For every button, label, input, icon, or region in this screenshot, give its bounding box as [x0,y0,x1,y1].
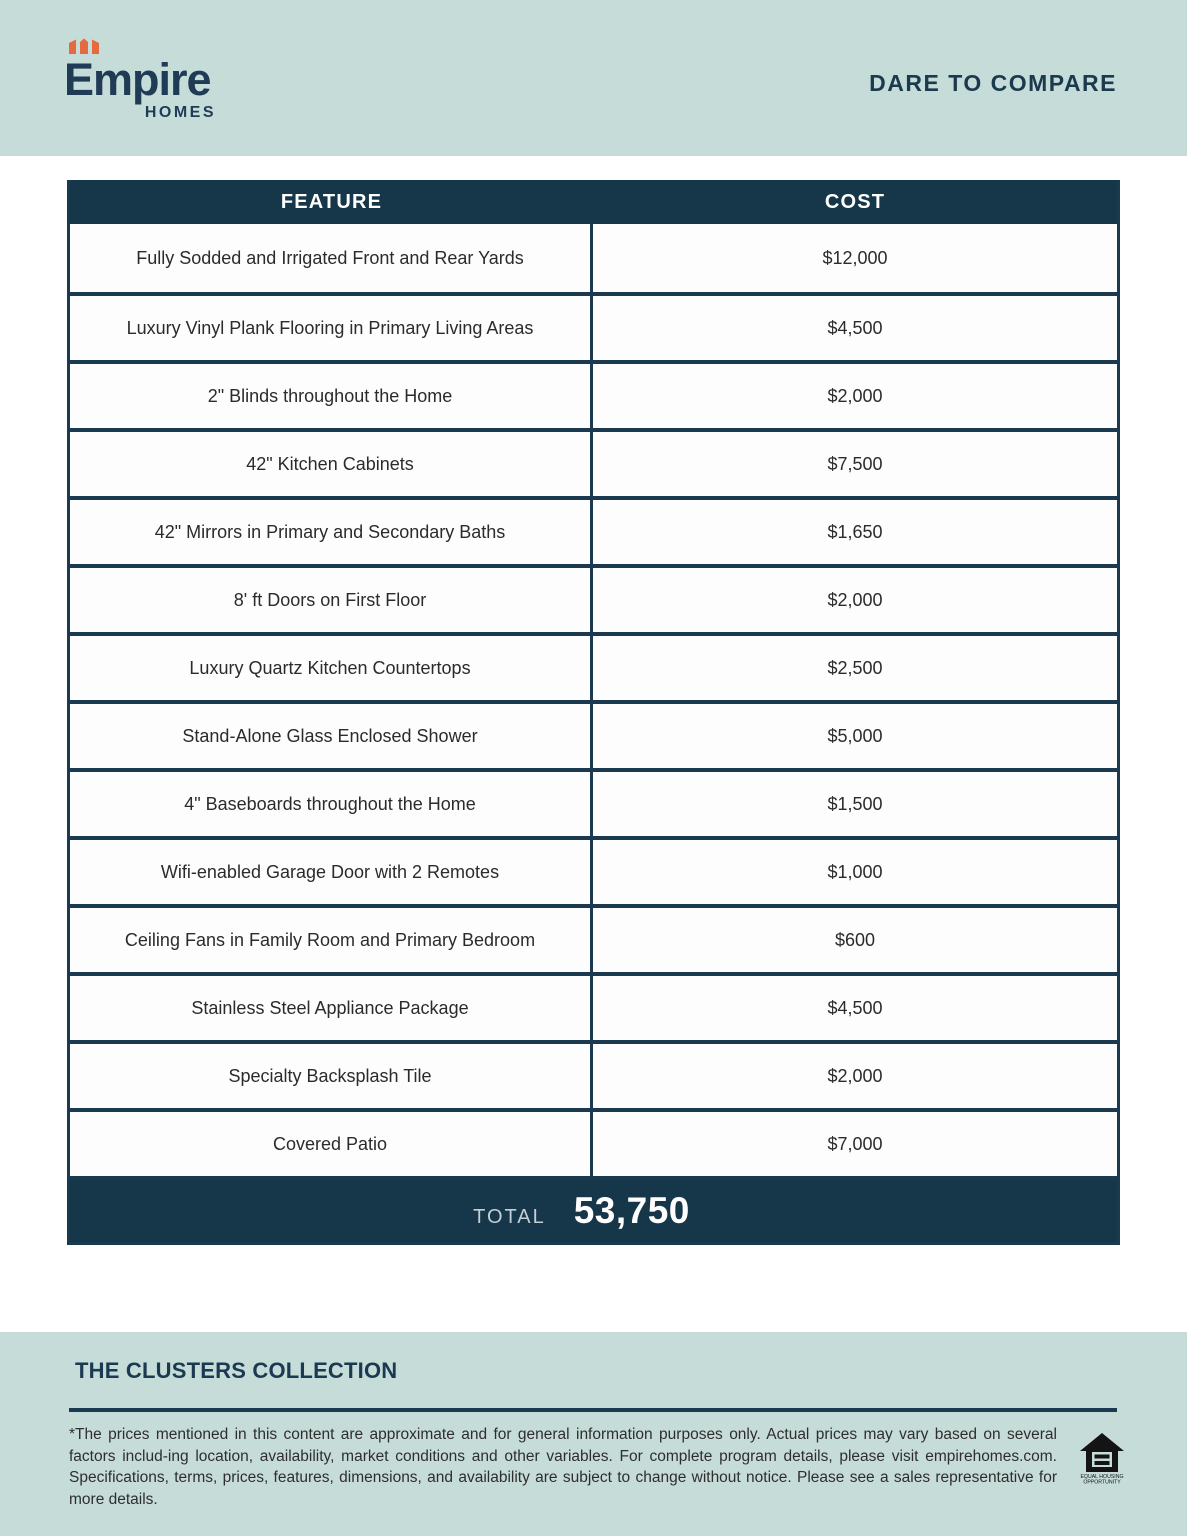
column-header-feature: FEATURE [280,190,383,213]
total-value: 53,750 [573,1190,690,1231]
cost-cell: $2,500 [827,657,883,678]
total-row [70,1176,1117,1242]
table-header-row [70,180,1117,224]
cost-cell: $1,650 [827,521,883,542]
table-row [70,632,1117,700]
table-row [70,972,1117,1040]
feature-cell: Covered Patio [70,1112,593,1176]
dare-to-compare-tagline: DARE TO COMPARE [869,70,1117,96]
table-row [70,700,1117,768]
crown-icon [68,38,100,55]
logo-brand-text: Empire [64,54,211,105]
logo-sub-text: HOMES [144,103,216,121]
feature-cell: Wifi-enabled Garage Door with 2 Remotes [70,840,593,904]
feature-cell: 2" Blinds throughout the Home [70,364,593,428]
cost-cell: $1,000 [827,861,883,882]
top-banner [0,0,1187,156]
feature-cell: Specialty Backsplash Tile [70,1044,593,1108]
table-row [70,1108,1117,1176]
table-row [70,564,1117,632]
cost-cell: $600 [834,929,876,950]
comparison-table [67,180,1120,1245]
disclaimer-text: *The prices mentioned in this content are approximate and for general information purposes only. Actual prices may vary based on several factors includ-ing location, availability, market conditions and other variables. For complete program details, please visit empirehomes.com. Specifications, terms, prices, features, dimensions, and availability are subject to change without notice. Please see a sales representative for more details. [69,1426,1057,1508]
cost-cell: $12,000 [822,247,888,268]
table-row [70,428,1117,496]
cost-cell: $7,000 [827,1133,883,1154]
empire-homes-logo [64,38,224,122]
table-row [70,1040,1117,1108]
cost-cell: $5,000 [827,725,883,746]
feature-cell: Stand-Alone Glass Enclosed Shower [70,704,593,768]
feature-cell: Luxury Vinyl Plank Flooring in Primary Living Areas [70,296,593,360]
cost-cell: $2,000 [827,385,883,406]
table-row [70,496,1117,564]
column-header-cost: COST [824,190,886,213]
equal-housing-logo [1079,1432,1125,1489]
table-row [70,360,1117,428]
collection-title: THE CLUSTERS COLLECTION [75,1358,398,1383]
total-group [473,1190,690,1232]
eho-label-line2: OPPORTUNITY [1083,1479,1121,1484]
equal-housing-icon [1079,1432,1125,1484]
feature-cell: Ceiling Fans in Family Room and Primary Bedroom [70,908,593,972]
table-row [70,292,1117,360]
table-row [70,836,1117,904]
total-label: TOTAL [473,1206,546,1228]
cost-cell: $4,500 [827,997,883,1018]
eho-label-line1: EQUAL HOUSING [1080,1474,1124,1480]
table-row [70,224,1117,292]
feature-cell: Fully Sodded and Irrigated Front and Rear Yards [70,224,593,292]
table-row [70,768,1117,836]
cost-cell: $2,000 [827,589,883,610]
feature-cell: Luxury Quartz Kitchen Countertops [70,636,593,700]
cost-cell: $1,500 [827,793,883,814]
feature-cell: 42" Mirrors in Primary and Secondary Baths [70,500,593,564]
feature-cell: 4" Baseboards throughout the Home [70,772,593,836]
feature-cell: 8' ft Doors on First Floor [70,568,593,632]
footer-divider [69,1408,1117,1412]
cost-cell: $7,500 [827,453,883,474]
bottom-banner [0,1332,1187,1536]
cost-cell: $2,000 [827,1065,883,1086]
feature-cell: Stainless Steel Appliance Package [70,976,593,1040]
feature-cell: 42" Kitchen Cabinets [70,432,593,496]
cost-cell: $4,500 [827,317,883,338]
table-row [70,904,1117,972]
